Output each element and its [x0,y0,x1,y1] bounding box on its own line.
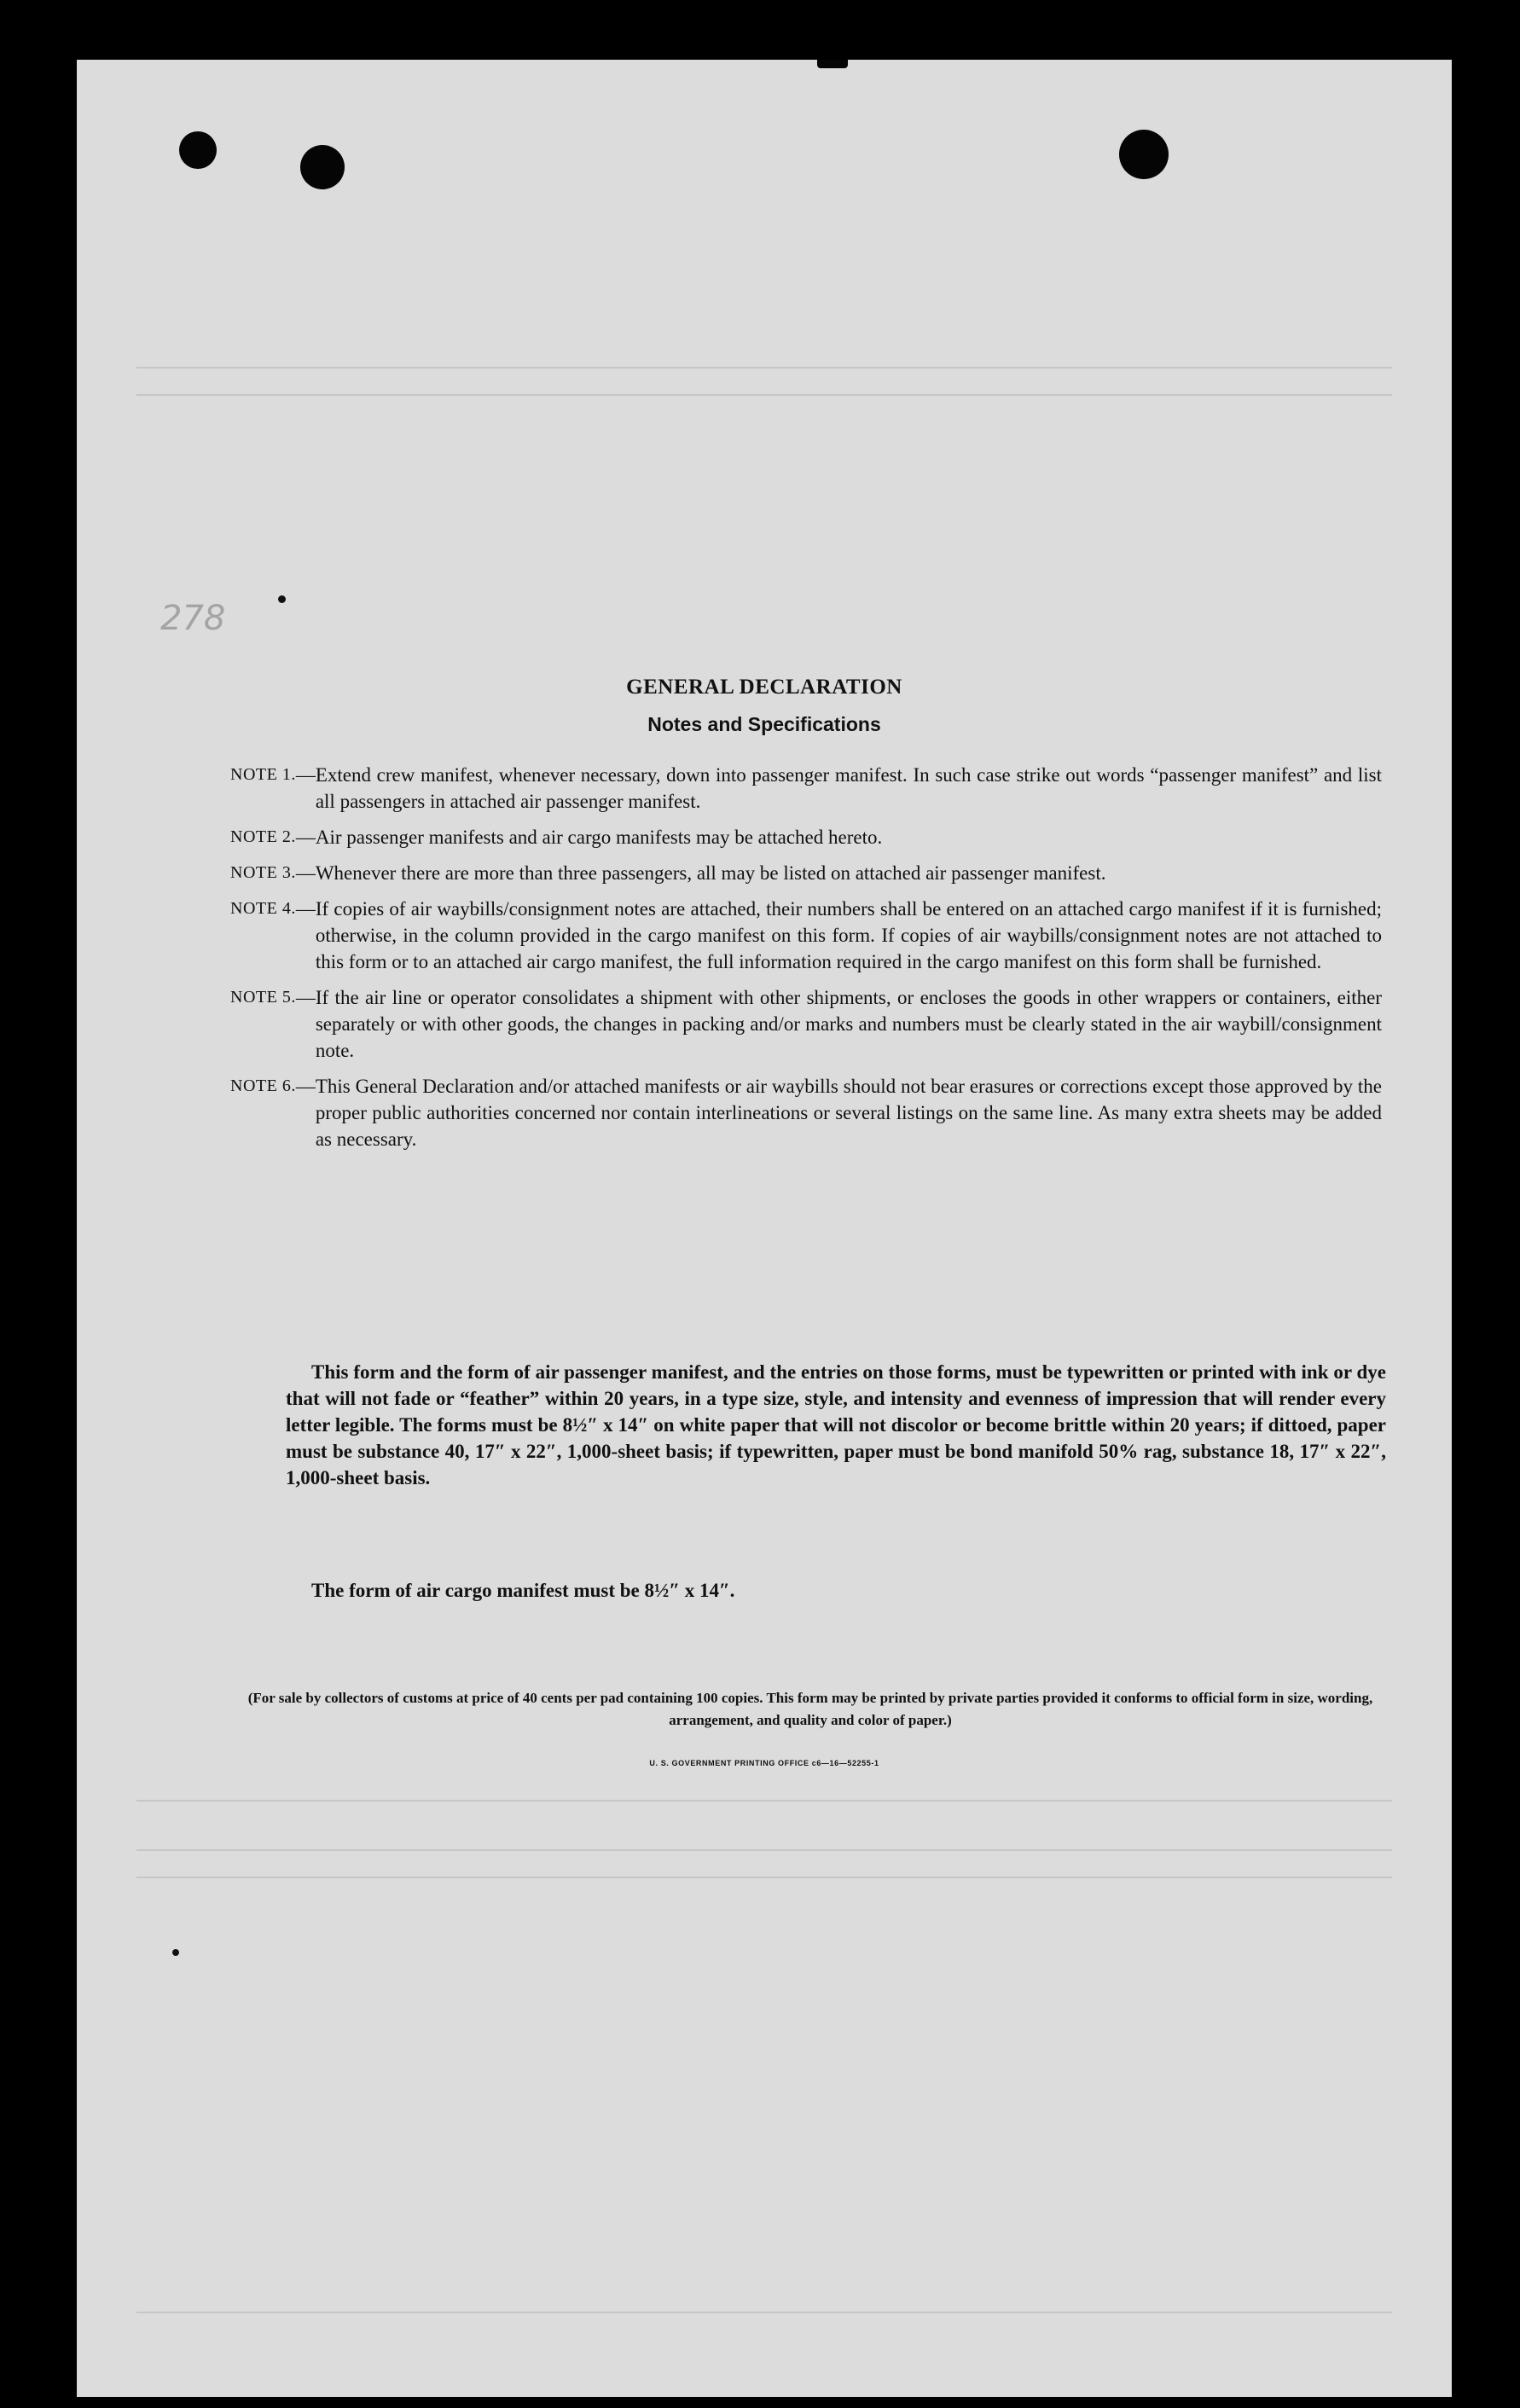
form-requirements-paragraph: This form and the form of air passenger manifest, and the entries on those forms, must be typewritten or printed with ink or dye that will not fade or “feather” within 20 years, in a type size, style, and intensity and evenness of impression that will render every letter legible. The forms must be 8½″ x 14″ on white paper that will not discolor or become brittle within 20 years; if dittoed, paper must be substance 40, 17″ x 22″, 1,000-sheet basis; if typewritten, paper must be bond manifold 50% rag, substance 18, 17″ x 22″, 1,000-sheet basis. [286,1361,1386,1488]
page-title: GENERAL DECLARATION [626,676,902,699]
note-label: NOTE 3. [230,863,296,882]
note-label: NOTE 5. [230,988,296,1007]
note-label: NOTE 6. [230,1076,296,1095]
note-dash: — [295,827,316,848]
cargo-manifest-size-note: The form of air cargo manifest must be 8½″ x 14″. [311,1580,735,1601]
note-text: If the air line or operator consolidates a shipment with other shipments, or encloses the goods in other wrappers or containers, either separately or with other goods, the changes in packing and/or marks and numbers must be clearly stated in the air waybill/consignment note. [315,987,1382,1061]
document-sheet [77,60,1452,2397]
note-text: Air passenger manifests and air cargo manifests may be attached hereto. [315,827,883,848]
note-label: NOTE 2. [230,827,296,846]
note-dash: — [295,862,316,884]
sale-notice: (For sale by collectors of customs at price of 40 cents per pad containing 100 copies. This form may be printed by private parties provided it conforms to official form in size, wording, arrangement, and quality and color of paper.) [247,1690,1373,1728]
notes-list [230,762,1382,1162]
page-subtitle: Notes and Specifications [647,713,881,735]
printing-office-line: U. S. GOVERNMENT PRINTING OFFICE c6—16—52255-1 [649,1759,879,1767]
note-label: NOTE 1. [230,765,296,784]
note-item [230,896,1382,975]
note-item [230,824,1382,850]
note-label: NOTE 4. [230,899,296,918]
note-item [230,762,1382,815]
note-dash: — [295,764,316,786]
note-item [230,1073,1382,1152]
note-item [230,860,1382,886]
handwritten-page-number: 278 [160,599,226,638]
declaration-content [77,60,1452,2397]
note-item [230,984,1382,1064]
note-text: Extend crew manifest, whenever necessary, down into passenger manifest. In such case strike out words “passenger manifest” and list all passengers in attached air passenger manifest. [315,764,1382,812]
note-text: Whenever there are more than three passengers, all may be listed on attached air passenger manifest. [315,862,1106,884]
note-text: If copies of air waybills/consignment notes are attached, their numbers shall be entered on an attached cargo manifest if it is furnished; otherwise, in the column provided in the cargo manifest on this form. If copies of air waybills/consignment notes are not attached to this form or to an attached air cargo manifest, the full information required in the cargo manifest on this form shall be furnished. [315,898,1382,972]
note-text: This General Declaration and/or attached manifests or air waybills should not bear erasures or corrections except those approved by the proper public authorities concerned nor contain interlineations or several listings on the same line. As many extra sheets may be added as necessary. [315,1076,1382,1150]
note-dash: — [295,987,316,1008]
note-dash: — [295,1076,316,1097]
note-dash: — [295,898,316,920]
